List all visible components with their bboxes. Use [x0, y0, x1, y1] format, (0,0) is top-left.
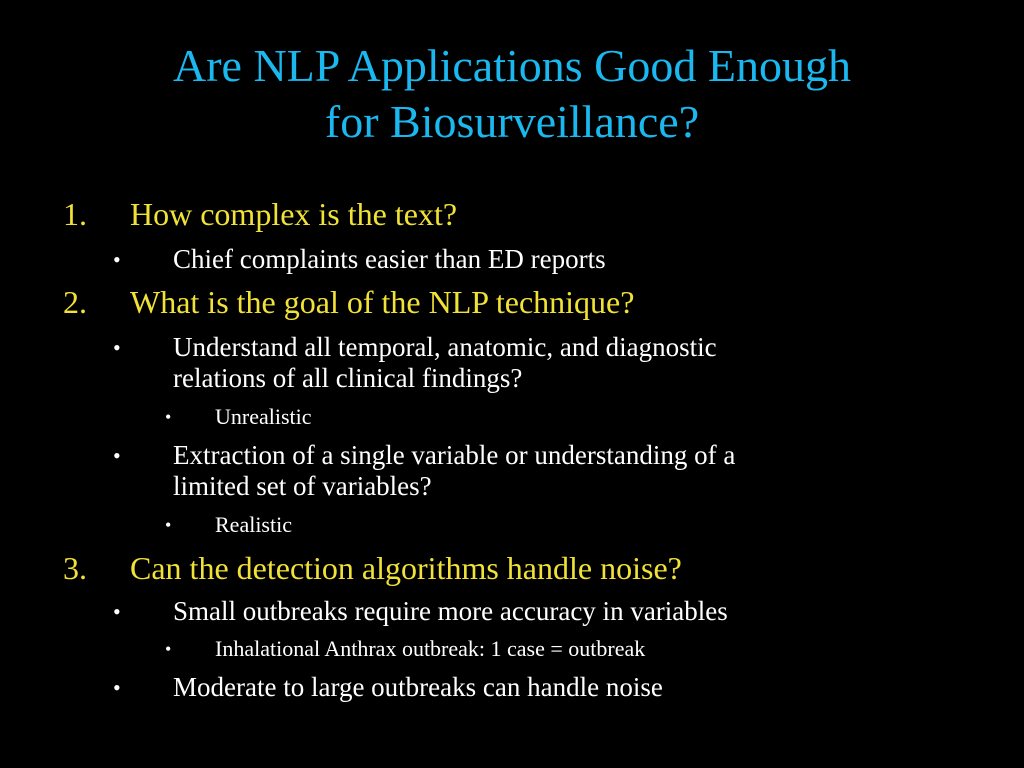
bullet-icon: • — [113, 335, 121, 360]
title-line: for Biosurveillance? — [324, 96, 700, 147]
question-number: 3. — [63, 550, 87, 586]
bullet-icon: • — [113, 599, 121, 624]
bullet-text — [173, 596, 728, 627]
question-number: 1. — [63, 196, 87, 232]
bullet-line: Understand all temporal, anatomic, and diagnostic — [173, 332, 717, 362]
bullet-text — [173, 672, 663, 703]
sub-bullet-icon: • — [165, 639, 172, 659]
bullet-line: Chief complaints easier than ED reports — [173, 244, 606, 274]
question-text: Can the detection algorithms handle noise? — [130, 550, 682, 586]
question-number: 2. — [63, 284, 87, 320]
bullet-line: Small outbreaks require more accuracy in variables — [173, 596, 728, 626]
sub-bullet-text: Realistic — [215, 512, 292, 537]
question-text: How complex is the text? — [130, 196, 458, 232]
sub-bullet-text: Inhalational Anthrax outbreak: 1 case = outbreak — [215, 636, 646, 661]
sub-bullet-icon: • — [165, 515, 172, 535]
question-text: What is the goal of the NLP technique? — [130, 284, 635, 320]
bullet-text — [173, 332, 717, 394]
bullet-line: relations of all clinical findings? — [173, 363, 523, 393]
bullet-icon: • — [113, 675, 121, 700]
sub-bullet-icon: • — [165, 407, 172, 427]
bullet-line: limited set of variables? — [173, 471, 432, 501]
bullet-icon: • — [113, 443, 121, 468]
title-line: Are NLP Applications Good Enough — [172, 40, 851, 91]
bullet-icon: • — [113, 247, 121, 272]
bullet-text — [173, 244, 606, 275]
sub-bullet-text: Unrealistic — [215, 404, 312, 429]
bullet-text — [173, 440, 735, 502]
slide-title — [0, 38, 1024, 150]
bullet-line: Extraction of a single variable or understanding of a — [173, 440, 736, 470]
bullet-line: Moderate to large outbreaks can handle noise — [173, 672, 663, 702]
